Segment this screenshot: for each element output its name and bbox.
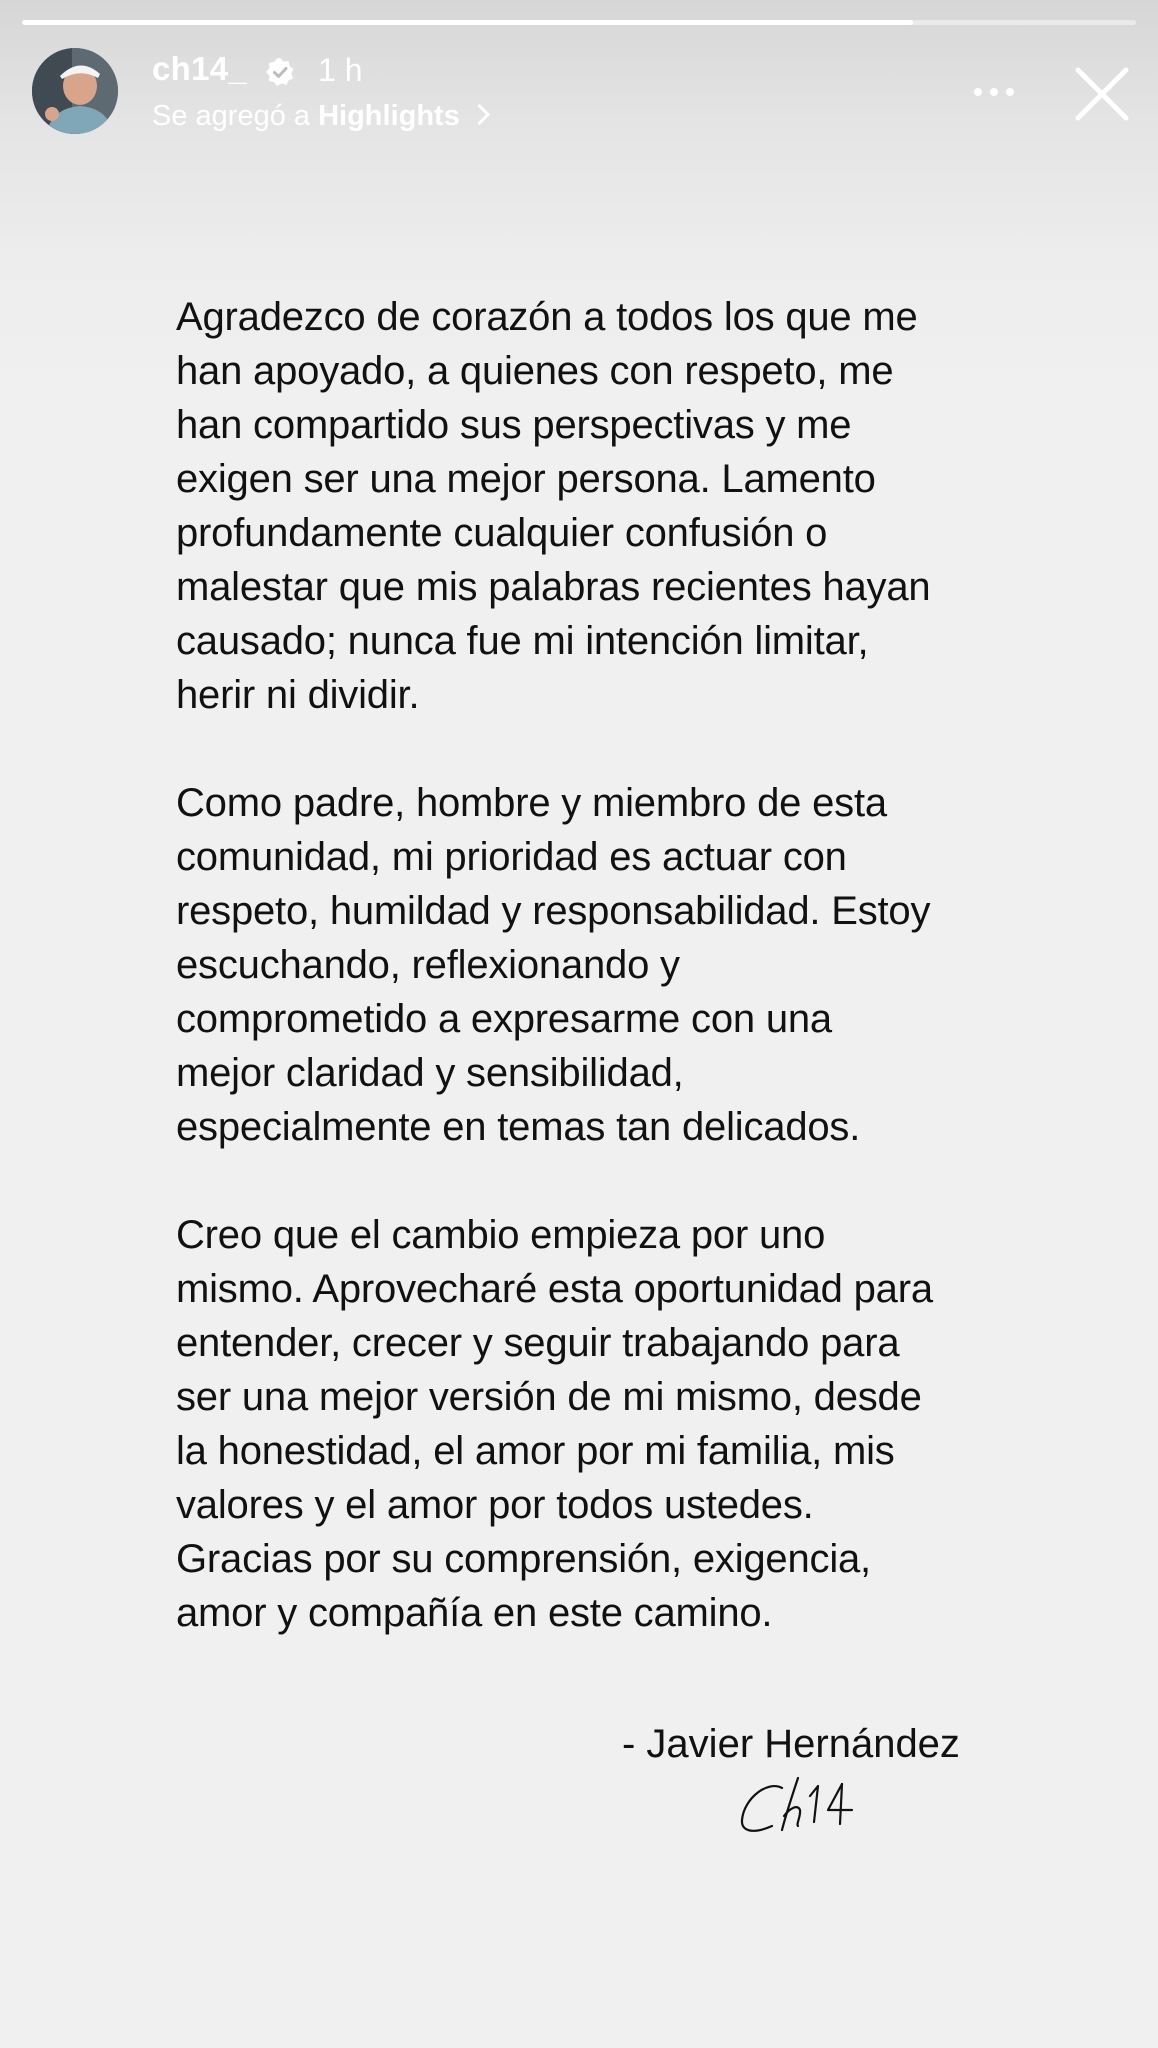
letter-paragraph — [176, 290, 1026, 722]
avatar-image — [32, 48, 118, 134]
letter-line: Como padre, hombre y miembro de esta — [176, 781, 887, 825]
more-options-icon-dot — [1006, 88, 1014, 96]
story-progress-fill — [22, 20, 913, 25]
verified-badge-icon — [265, 57, 295, 87]
letter-line: valores y el amor por todos ustedes. — [176, 1483, 814, 1527]
letter-line: causado; nunca fue mi intención limitar, — [176, 619, 869, 663]
letter-paragraph — [176, 776, 1026, 1154]
letter-line: Agradezco de corazón a todos los que me — [176, 295, 918, 339]
chevron-right-icon — [469, 104, 490, 125]
letter-line: Creo que el cambio empieza por uno — [176, 1213, 826, 1257]
story-progress-bar — [22, 20, 1136, 25]
letter-line: han compartido sus perspectivas y me — [176, 403, 852, 447]
more-options-icon — [974, 88, 982, 96]
letter-line: la honestidad, el amor por mi familia, mis — [176, 1429, 895, 1473]
signature-name: - Javier Hernández — [622, 1722, 960, 1766]
close-button[interactable] — [1074, 66, 1130, 122]
letter-line: comprometido a expresarme con una — [176, 997, 832, 1041]
letter-line: malestar que mis palabras recientes hayan — [176, 565, 931, 609]
highlight-link[interactable] — [152, 100, 487, 133]
highlight-name[interactable]: Highlights — [318, 100, 460, 132]
highlight-prefix: Se agregó a — [152, 100, 311, 132]
letter-line: exigen ser una mejor persona. Lamento — [176, 457, 876, 501]
letter-line: comunidad, mi prioridad es actuar con — [176, 835, 847, 879]
close-icon — [1074, 66, 1130, 122]
letter-line: mismo. Aprovecharé esta oportunidad para — [176, 1267, 933, 1311]
letter-line: ser una mejor versión de mi mismo, desde — [176, 1375, 922, 1419]
letter-line: especialmente en temas tan delicados. — [176, 1105, 861, 1149]
more-options-icon-dot — [990, 88, 998, 96]
avatar[interactable] — [32, 48, 118, 134]
handwritten-signature — [738, 1772, 868, 1842]
story-letter — [176, 290, 1026, 1694]
letter-line: profundamente cualquier confusión o — [176, 511, 828, 555]
more-options-button[interactable] — [974, 78, 1018, 108]
post-time: 1 h — [318, 52, 363, 88]
letter-line: herir ni dividir. — [176, 673, 420, 717]
letter-line: respeto, humildad y responsabilidad. Estoy — [176, 889, 931, 933]
letter-line: amor y compañía en este camino. — [176, 1591, 773, 1635]
letter-line: Gracias por su comprensión, exigencia, — [176, 1537, 871, 1581]
letter-line: entender, crecer y seguir trabajando para — [176, 1321, 900, 1365]
letter-line: mejor claridad y sensibilidad, — [176, 1051, 684, 1095]
letter-line: escuchando, reflexionando y — [176, 943, 680, 987]
letter-paragraph — [176, 1208, 1026, 1640]
username[interactable]: ch14_ — [152, 50, 248, 87]
letter-line: han apoyado, a quienes con respeto, me — [176, 349, 894, 393]
